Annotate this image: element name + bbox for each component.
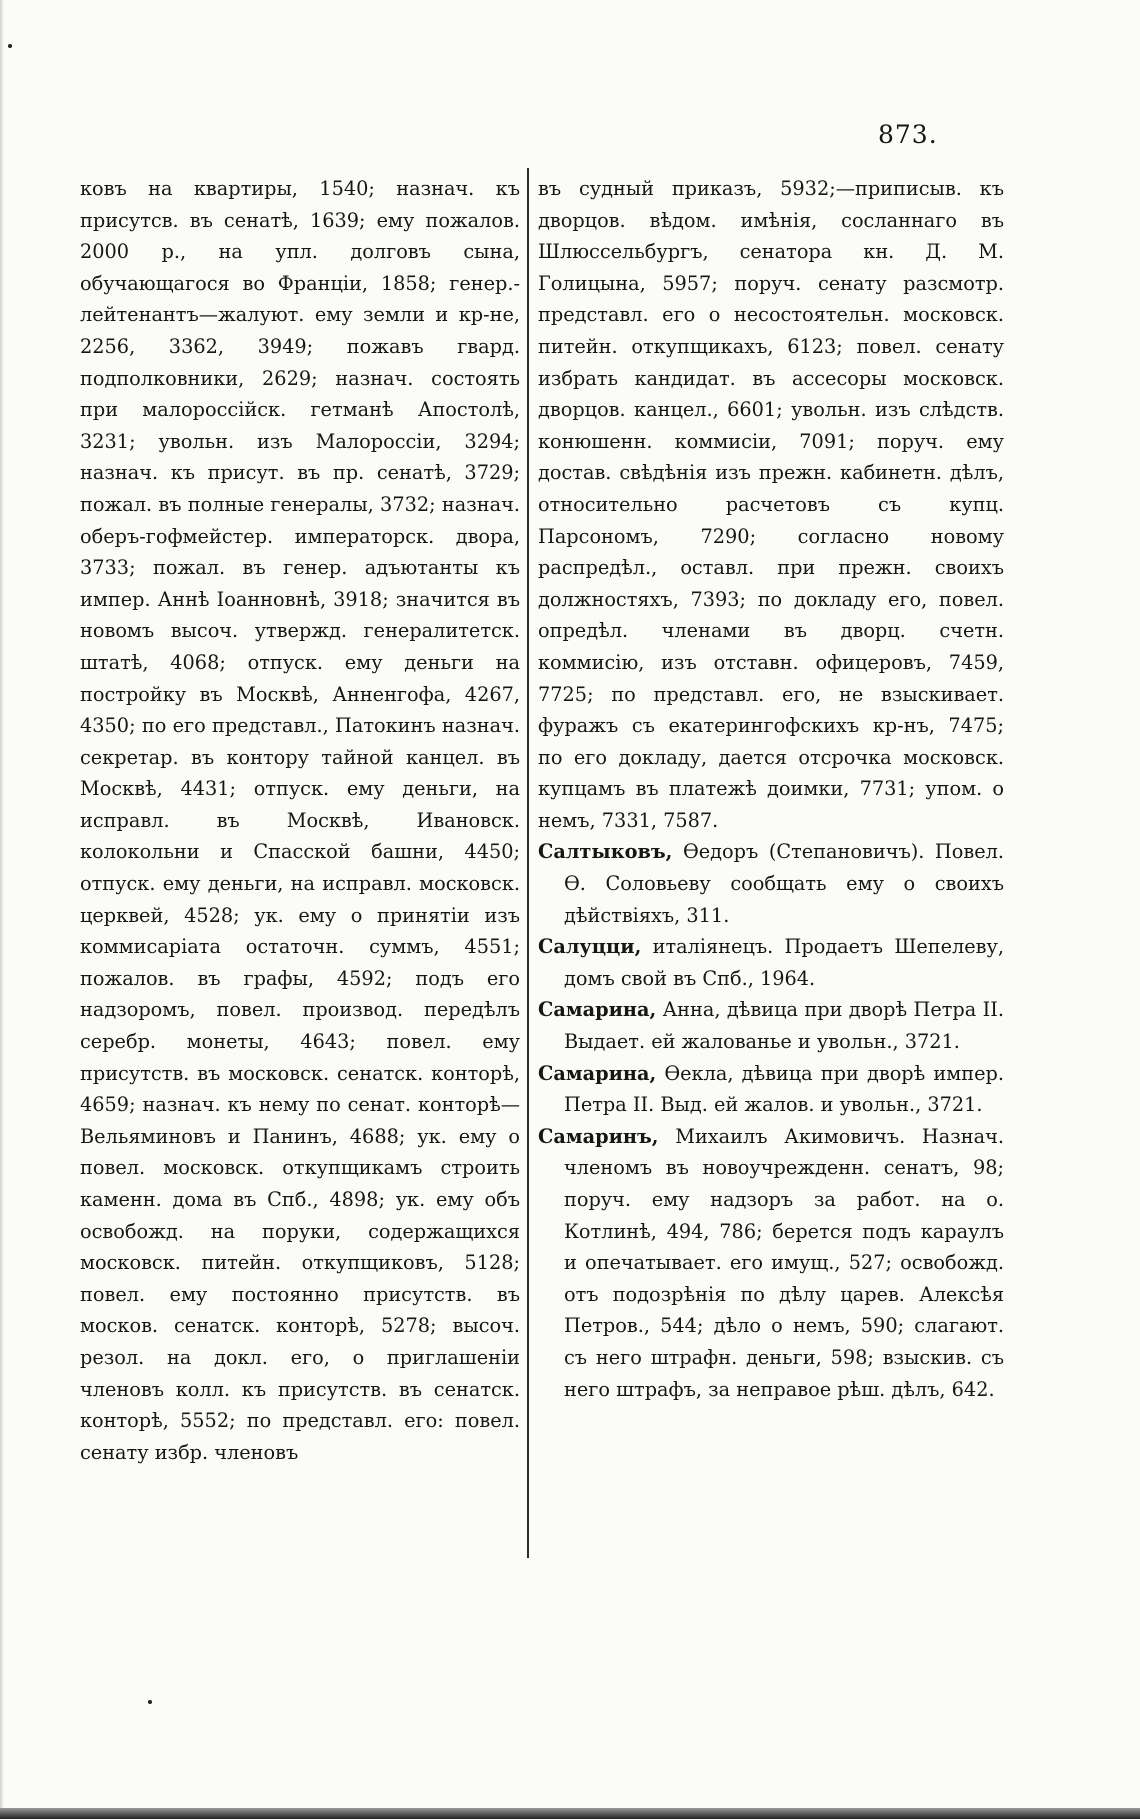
right-column	[538, 173, 1004, 1405]
entry-head: Салтыковъ,	[538, 840, 673, 864]
print-speck	[8, 44, 12, 48]
page-number: 873.	[878, 120, 938, 149]
entry-text: Анна, дѣвица при дворѣ Петра II. Выдает. ей жалованье и увольн., 3721.	[564, 998, 1004, 1054]
index-entry	[538, 994, 1004, 1057]
entry-head: Самарина,	[538, 998, 657, 1022]
left-column	[80, 173, 520, 1468]
entry-head: Салуцци,	[538, 935, 642, 959]
index-entry	[538, 1121, 1004, 1405]
entry-text: италіянецъ. Продаетъ Шепелеву, домъ свой въ Спб., 1964.	[564, 935, 1004, 990]
index-entry	[538, 1058, 1004, 1121]
index-entry	[538, 836, 1004, 931]
entry-head: Самаринъ,	[538, 1124, 659, 1148]
entry-text: Ѳедоръ (Степановичъ). Повел. Ѳ. Соловьеву сообщать ему о своихъ дѣйствіяхъ, 311.	[564, 840, 1004, 927]
left-column-text: ковъ на квартиры, 1540; назнач. къ присутсв. въ сенатѣ, 1639; ему пожалов. 2000 р., на упл. долговъ сына, обучающагося во Франціи, 1858; генер.-лейтенантъ—жалуют. ему земли и кр-не, 2256, 3362, 3949; пожавъ гвард. подполковники, 2629; назнач. состоять при малороссійск. гетманѣ Апостолѣ, 3231; увольн. изъ Малороссіи, 3294; назнач. къ присут. въ пр. сенатѣ, 3729; пожал. въ полные генералы, 3732; назнач. оберъ-гофмейстер. императорск. двора, 3733; пожал. въ генер. адъютанты къ импер. Аннѣ Іоанновнѣ, 3918; значится въ новомъ высоч. утвержд. генералитетск. штатѣ, 4068; отпуск. ему деньги на постройку въ Москвѣ, Анненгофа, 4267, 4350; по его представл., Патокинъ назнач. секретар. въ контору тайной канцел. въ Москвѣ, 4431; отпуск. ему деньги, на исправл. въ Москвѣ, Ивановск. колокольни и Спасской башни, 4450; отпуск. ему деньги, на исправл. московск. церквей, 4528; ук. ему о принятіи изъ коммисаріата остаточн. суммъ, 4551; пожалов. въ графы, 4592; подъ его надзоромъ, повел. производ. передѣлъ серебр. монеты, 4643; повел. ему присутств. въ московск. сенатск. конторѣ, 4659; назнач. къ нему по сенат. конторѣ—Вельяминовъ и Панинъ, 4688; ук. ему о повел. московск. откупщикамъ строить каменн. дома въ Спб., 4898; ук. ему объ освобожд. на поруки, содержащихся московск. питейн. откупщиковъ, 5128; повел. ему постоянно присутств. въ москов. сенатск. конторѣ, 5278; высоч. резол. на докл. его, о приглашеніи членовъ колл. къ присутств. въ сенатск. конторѣ, 5552; по представл. его: повел. сенату избр. членовъ	[80, 177, 520, 1464]
column-divider	[527, 168, 529, 1558]
entry-text: Ѳекла, дѣвица при дворѣ импер. Петра II. Выд. ей жалов. и увольн., 3721.	[564, 1061, 1004, 1117]
page-edge-shadow	[0, 0, 4, 1819]
print-speck	[148, 1700, 152, 1704]
page-bottom-edge	[0, 1808, 1140, 1819]
entry-text: Михаилъ Акимовичъ. Назнач. членомъ въ новоучрежденн. сенатъ, 98; поруч. ему надзоръ за работ. на о. Котлинѣ, 494, 786; берется подъ караулъ и опечатывает. его имущ., 527; освобожд. отъ подозрѣнія по дѣлу царев. Алексѣя Петров., 544; дѣло о немъ, 590; слагают. съ него штрафн. деньги, 598; взыскив. съ него штрафъ, за неправое рѣш. дѣлъ, 642.	[564, 1124, 1004, 1401]
entry-head: Самарина,	[538, 1061, 657, 1085]
index-entry	[538, 931, 1004, 994]
right-column-intro: въ судный приказъ, 5932;—приписыв. къ дворцов. вѣдом. имѣнія, сосланнаго въ Шлюссельбургъ, сенатора кн. Д. М. Голицына, 5957; поруч. сенату разсмотр. представл. его о несостоятельн. московск. питейн. откупщикахъ, 6123; повел. сенату избрать кандидат. въ ассесоры московск. дворцов. канцел., 6601; увольн. изъ слѣдств. конюшенн. коммисіи, 7091; поруч. ему достав. свѣдѣнія изъ прежн. кабинетн. дѣлъ, относительно расчетовъ съ купц. Парсономъ, 7290; согласно новому распредѣл., оставл. при прежн. своихъ должностяхъ, 7393; по докладу его, повел. опредѣл. членами въ дворц. счетн. коммисію, изъ отставн. офицеровъ, 7459, 7725; по представл. его, не взыскивает. фуражъ съ екатерингофскихъ кр-нъ, 7475; по его докладу, дается отсрочка московск. купцамъ въ платежѣ доимки, 7731; упом. о немъ, 7331, 7587.	[538, 177, 1004, 832]
